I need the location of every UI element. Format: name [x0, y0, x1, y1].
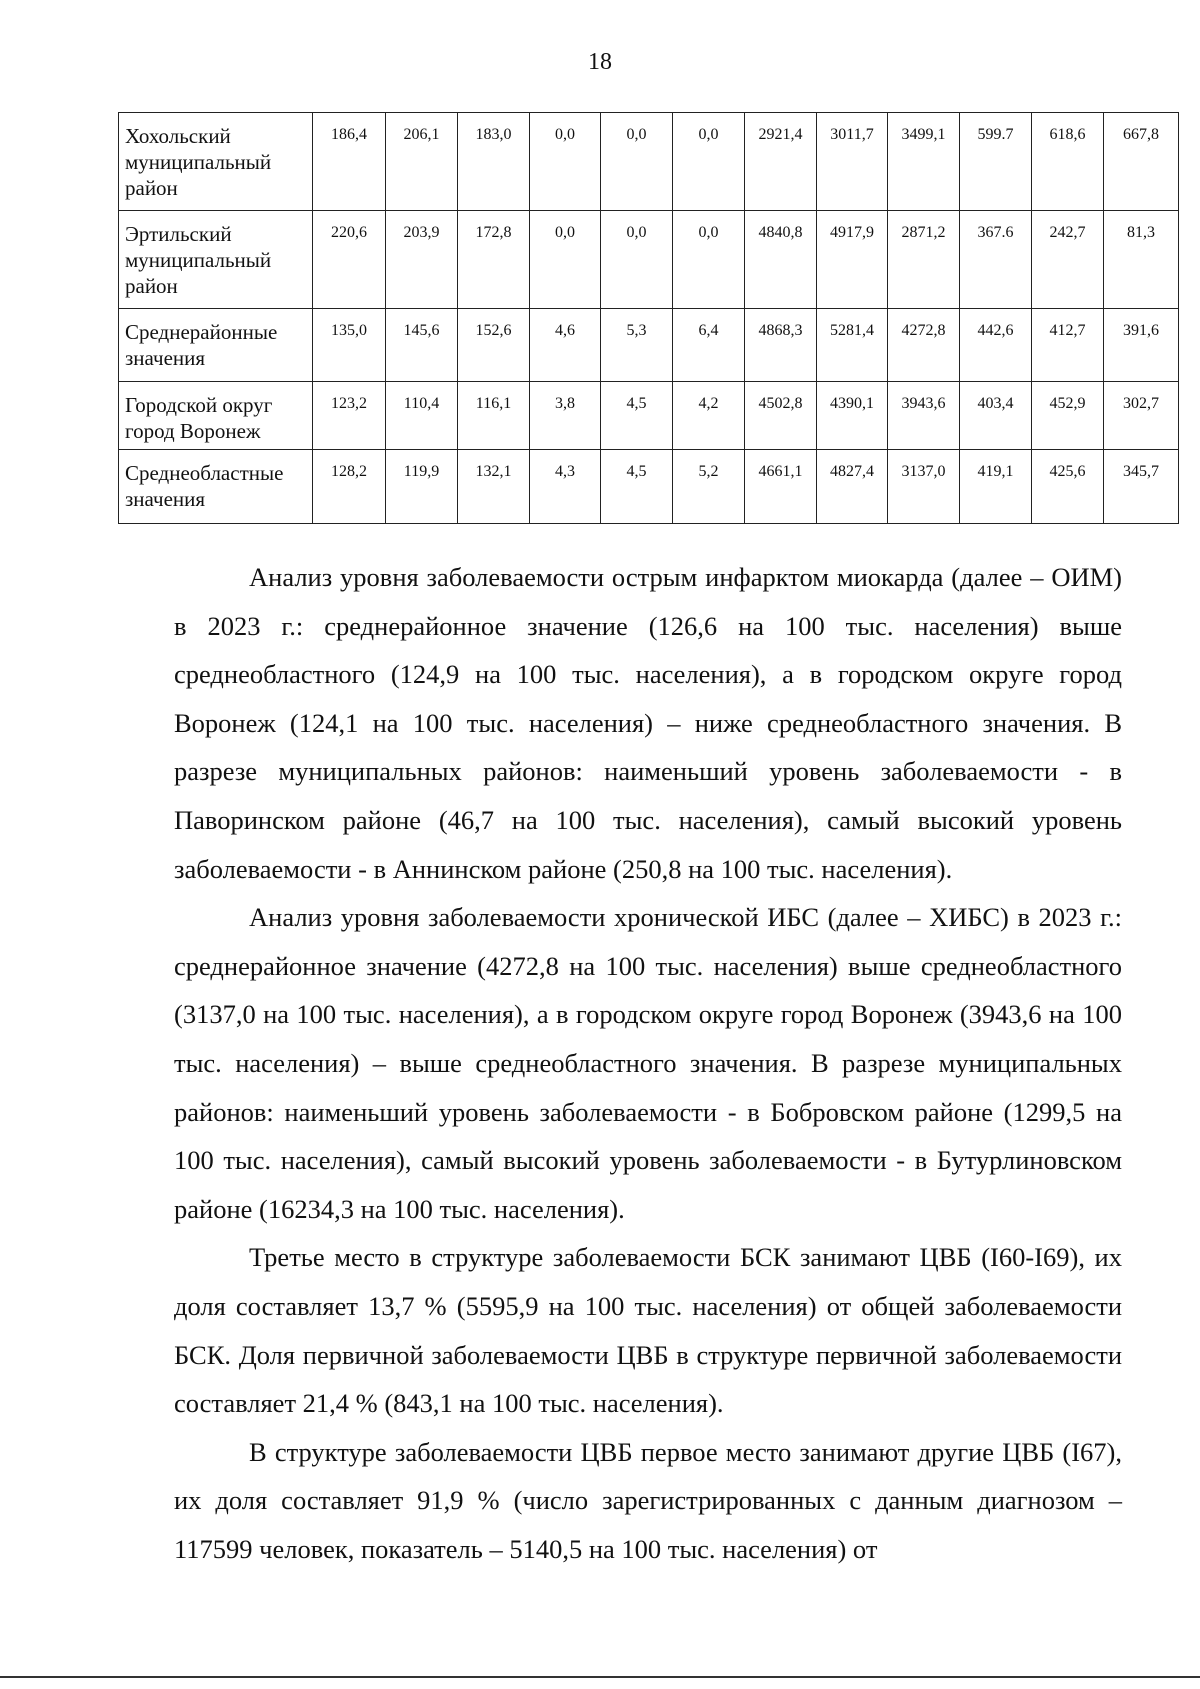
table-cell: 3,8 — [530, 382, 601, 450]
row-label-cell: Эртильский муниципальный район — [119, 211, 313, 309]
table-cell: 123,2 — [313, 382, 386, 450]
table-row — [119, 211, 1179, 309]
table-cell: 667,8 — [1104, 113, 1179, 211]
paragraph-hibs: Анализ уровня заболеваемости хронической ИБС (далее – ХИБС) в 2023 г.: среднерайонное значение (4272,8 на 100 тыс. населения) выше среднеобластного (3137,0 на 100 тыс. населения), а в городском округе город Воронеж (3943,6 на 100 тыс. населения) – выше среднеобластного значения. В разрезе муниципальных районов: наименьший уровень заболеваемости - в Бобровском районе (1299,5 на 100 тыс. населения), самый высокий уровень заболеваемости - в Бутурлиновском районе (16234,3 на 100 тыс. населения). — [174, 902, 1122, 1224]
paragraph-cvb-share: Третье место в структуре заболеваемости БСК занимают ЦВБ (I60-I69), их доля составляет 13,7 % (5595,9 на 100 тыс. населения) от общей заболеваемости БСК. Доля первичной заболеваемости ЦВБ в структуре первичной заболеваемости составляет 21,4 % (843,1 на 100 тыс. населения). — [174, 1242, 1122, 1419]
table-cell: 391,6 — [1104, 309, 1179, 382]
table-cell: 81,3 — [1104, 211, 1179, 309]
table-cell: 0,0 — [673, 211, 745, 309]
table-cell: 220,6 — [313, 211, 386, 309]
paragraph-oim: Анализ уровня заболеваемости острым инфарктом миокарда (далее – ОИМ) в 2023 г.: среднерайонное значение (126,6 на 100 тыс. населения) выше среднеобластного (124,9 на 100 тыс. населения), а в городском округе город Воронеж (124,1 на 100 тыс. населения) – ниже среднеобластного значения. В разрезе муниципальных районов: наименьший уровень заболеваемости - в Паворинском районе (46,7 на 100 тыс. населения), самый высокий уровень заболеваемости - в Аннинском районе (250,8 на 100 тыс. населения). — [174, 562, 1122, 884]
row-label-cell: Среднеобластные значения — [119, 450, 313, 524]
table-cell: 2921,4 — [745, 113, 817, 211]
table-cell: 5281,4 — [817, 309, 888, 382]
table-cell: 4661,1 — [745, 450, 817, 524]
table-cell: 3137,0 — [888, 450, 960, 524]
table-cell: 6,4 — [673, 309, 745, 382]
bottom-rule — [0, 1676, 1200, 1678]
table-cell: 152,6 — [458, 309, 530, 382]
body-text — [174, 553, 1122, 1573]
table-cell: 618,6 — [1032, 113, 1104, 211]
table-cell: 4,3 — [530, 450, 601, 524]
table-cell: 2871,2 — [888, 211, 960, 309]
table-cell: 3011,7 — [817, 113, 888, 211]
table-cell: 128,2 — [313, 450, 386, 524]
table-cell: 4502,8 — [745, 382, 817, 450]
table-cell: 4,6 — [530, 309, 601, 382]
table-cell: 0,0 — [601, 113, 673, 211]
table-cell: 116,1 — [458, 382, 530, 450]
paragraph-cvb-structure: В структуре заболеваемости ЦВБ первое место занимают другие ЦВБ (I67), их доля составляет 91,9 % (число зарегистрированных с данным диагнозом – 117599 человек, показатель – 5140,5 на 100 тыс. населения) от — [174, 1436, 1122, 1564]
table-cell: 0,0 — [673, 113, 745, 211]
table-cell: 403,4 — [960, 382, 1032, 450]
table-cell: 0,0 — [530, 113, 601, 211]
table-cell: 172,8 — [458, 211, 530, 309]
table-cell: 0,0 — [530, 211, 601, 309]
statistics-table — [118, 112, 1179, 524]
table-cell: 367.6 — [960, 211, 1032, 309]
table-row — [119, 113, 1179, 211]
table-cell: 183,0 — [458, 113, 530, 211]
table-cell: 4868,3 — [745, 309, 817, 382]
table-cell: 135,0 — [313, 309, 386, 382]
table-cell: 302,7 — [1104, 382, 1179, 450]
page-number: 18 — [588, 49, 612, 75]
table-cell: 3499,1 — [888, 113, 960, 211]
table-cell: 206,1 — [386, 113, 458, 211]
table-cell: 242,7 — [1032, 211, 1104, 309]
table-cell: 186,4 — [313, 113, 386, 211]
table-cell: 419,1 — [960, 450, 1032, 524]
table-cell: 4,2 — [673, 382, 745, 450]
table-cell: 5,3 — [601, 309, 673, 382]
table-row — [119, 382, 1179, 450]
table-row — [119, 450, 1179, 524]
table-cell: 4,5 — [601, 450, 673, 524]
table-cell: 4390,1 — [817, 382, 888, 450]
table-cell: 452,9 — [1032, 382, 1104, 450]
row-label-cell: Хохольский муниципальный район — [119, 113, 313, 211]
table-cell: 203,9 — [386, 211, 458, 309]
table-cell: 4840,8 — [745, 211, 817, 309]
row-label-cell: Среднерайонные значения — [119, 309, 313, 382]
table-cell: 4,5 — [601, 382, 673, 450]
table-cell: 3943,6 — [888, 382, 960, 450]
table-cell: 345,7 — [1104, 450, 1179, 524]
table-cell: 119,9 — [386, 450, 458, 524]
table-cell: 442,6 — [960, 309, 1032, 382]
table-cell: 425,6 — [1032, 450, 1104, 524]
table-cell: 4272,8 — [888, 309, 960, 382]
table-cell: 4917,9 — [817, 211, 888, 309]
table-cell: 145,6 — [386, 309, 458, 382]
table-row — [119, 309, 1179, 382]
table-cell: 599.7 — [960, 113, 1032, 211]
table-cell: 5,2 — [673, 450, 745, 524]
table-cell: 132,1 — [458, 450, 530, 524]
table-cell: 0,0 — [601, 211, 673, 309]
row-label-cell: Городской округ город Воронеж — [119, 382, 313, 450]
table-cell: 412,7 — [1032, 309, 1104, 382]
table-cell: 110,4 — [386, 382, 458, 450]
table-cell: 4827,4 — [817, 450, 888, 524]
